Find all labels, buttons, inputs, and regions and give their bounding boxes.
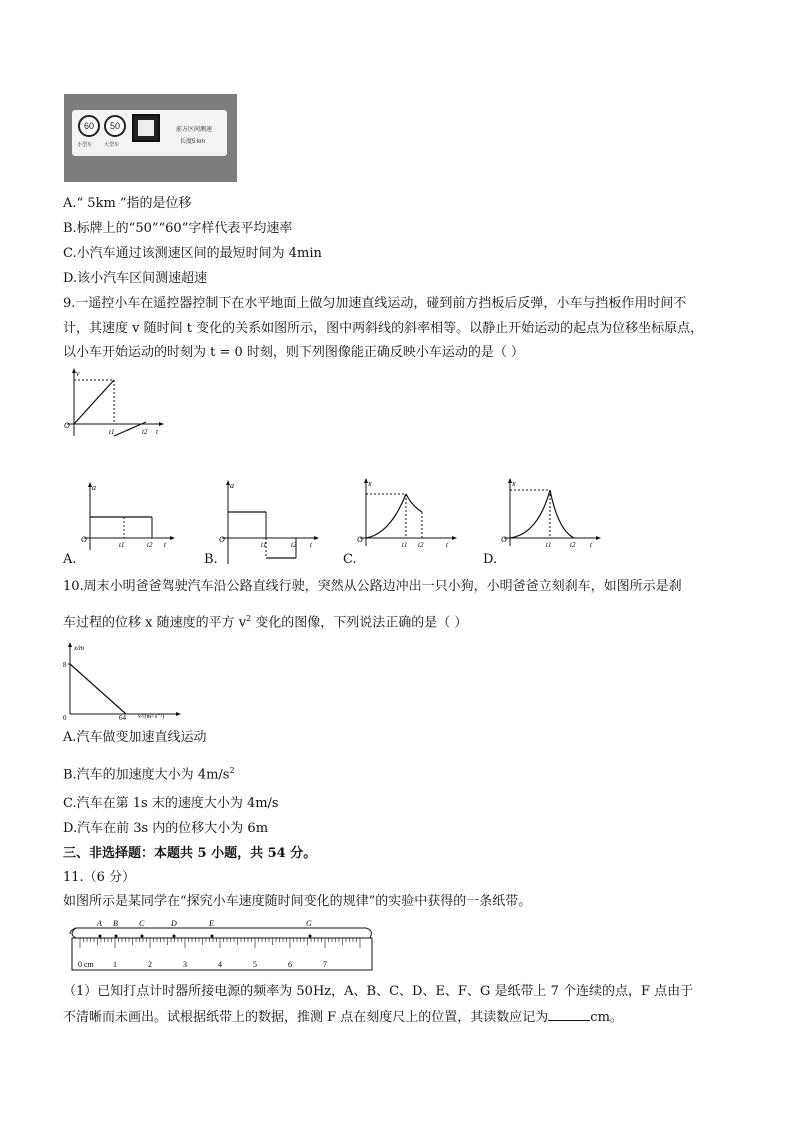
large-car-label: 大型车: [104, 142, 120, 148]
q10-y-tick: 8: [63, 661, 67, 669]
q9-d-t2: t2: [570, 541, 576, 548]
sign-text-line2: 长度5 km: [180, 139, 206, 145]
tape-point-g: G: [306, 919, 312, 928]
q10-option-b-pre: B.汽车的加速度大小为 4m/s: [63, 767, 230, 783]
q9-c-t1: t1: [402, 541, 408, 548]
q10-y-label: x/m: [74, 644, 85, 652]
q8-option-b: B.标牌上的“50”“60”字样代表平均速率: [63, 221, 293, 236]
q9-a-t2: t2: [147, 541, 153, 549]
q8-option-a: A.“ 5km ”指的是位移: [63, 196, 192, 211]
q10-stem-line2-post: 变化的图像，下列说法正确的是（ ）: [251, 615, 468, 631]
tape-point-d: D: [171, 919, 177, 928]
q9-choice-b-graph: [218, 478, 328, 568]
q11-part1-line2-post: cm。: [590, 1010, 623, 1025]
q9-main-origin: O: [64, 421, 70, 430]
q9-stem-line3: 以小车开始运动的时刻为 t = 0 时刻，则下列图像能正确反映小车运动的是（ ）: [63, 345, 525, 360]
ruler-label-6: 6: [288, 960, 292, 969]
q8-option-d: D.该小汽车区间测速超速: [63, 271, 208, 286]
speed-limit-sign: [72, 110, 227, 156]
q9-main-x-label: t: [156, 428, 158, 436]
q9-choice-d-graph: [500, 476, 610, 548]
q9-choice-a-letter: A.: [63, 552, 77, 567]
q10-stem-line1: 10.周末小明爸爸驾驶汽车沿公路直线行驶，突然从公路边冲出一只小狗，小明爸爸立刻刹车，如图所示是刹: [63, 579, 682, 594]
q8-option-c: C.小汽车通过该测速区间的最短时间为 4min: [63, 246, 322, 261]
speed-limit-small-icon: 60: [78, 115, 100, 137]
ruler-label-2: 2: [148, 960, 152, 969]
q10-stem-line2-sup: 2: [246, 614, 252, 623]
q9-d-origin: O: [501, 535, 507, 544]
q9-choice-d-letter: D.: [483, 552, 498, 567]
q11-intro: 如图所示是某同学在“探究小车速度随时间变化的规律”的实验中获得的一条纸带。: [63, 894, 532, 909]
ruler-label-3: 3: [183, 960, 187, 969]
speed-limit-large-icon: 50: [104, 115, 126, 137]
q11-part1-line2: [63, 1008, 623, 1027]
q10-option-c: C.汽车在第 1s 末的速度大小为 4m/s: [63, 796, 279, 811]
q9-b-t2: t2: [291, 541, 297, 549]
q9-choice-b-letter: B.: [204, 552, 218, 567]
q9-main-t1: t1: [109, 428, 115, 436]
small-car-label: 小型车: [77, 142, 93, 148]
q9-vt-graph: [62, 366, 172, 438]
q9-main-y-label: v: [76, 369, 80, 378]
q9-d-y-label: x: [512, 479, 516, 488]
ruler-label-5: 5: [253, 960, 257, 969]
q10-stem-line2-pre: 车过程的位移 x 随速度的平方 v: [63, 615, 247, 631]
q10-option-b: [63, 762, 235, 784]
q9-a-y-label: a: [92, 483, 96, 492]
q10-x-label: v²/(m²·s⁻²): [138, 714, 165, 720]
q10-option-d: D.汽车在前 3s 内的位移大小为 6m: [63, 821, 269, 836]
q11-part1-line1: （1）已知打点计时器所接电源的频率为 50Hz，A、B、C、D、E、F、G 是纸带上 7 个连续的点，F 点由于: [63, 984, 694, 999]
tape-point-e: E: [209, 919, 214, 928]
q11-part1-line2-pre: 不清晰而未画出。试根据纸带上的数据，推测 F 点在刻度尺上的位置，其读数应记为: [63, 1010, 549, 1025]
q9-c-origin: O: [357, 535, 363, 544]
q10-x-v2-graph: [60, 640, 190, 722]
tape-point-a: A: [97, 919, 102, 928]
q9-c-x-label: t: [446, 541, 448, 548]
q9-d-t1: t1: [546, 541, 552, 548]
q10-stem-line2: [63, 610, 467, 632]
q9-a-t1: t1: [119, 541, 125, 549]
q9-c-t2: t2: [418, 541, 424, 548]
answer-blank[interactable]: [548, 1008, 590, 1021]
q9-b-y-label: a: [230, 481, 234, 490]
q9-choice-a-graph: [80, 480, 180, 552]
q9-c-y-label: x: [368, 479, 372, 488]
q9-main-t2: t2: [142, 428, 148, 436]
q9-stem-line2: 计，其速度 v 随时间 t 变化的关系如图所示，图中两斜线的斜率相等。以静止开始运动的起点为位移坐标原点，: [63, 321, 704, 336]
q9-choice-c-graph: [356, 476, 466, 548]
tape-point-c: C: [139, 919, 145, 928]
camera-icon: [132, 114, 160, 142]
speed-sign-photo: [64, 94, 237, 182]
q10-x-tick: 64: [119, 714, 126, 722]
q9-a-x-label: t: [164, 541, 166, 549]
q10-origin: 0: [63, 714, 67, 722]
q9-d-x-label: t: [590, 541, 592, 548]
section3-heading: 三、非选择题：本题共 5 小题，共 54 分。: [63, 846, 317, 861]
q10-option-a: A.汽车做变加速直线运动: [63, 730, 207, 745]
ruler-label-7: 7: [323, 960, 327, 969]
ruler-label-4: 4: [218, 960, 222, 969]
q9-choice-c-letter: C.: [343, 552, 357, 567]
q9-stem-line1: 9.一遥控小车在遥控器控制下在水平地面上做匀加速直线运动，碰到前方挡板后反弹，小车与挡板作用时间不: [63, 296, 687, 311]
q9-b-x-label: t: [310, 541, 312, 549]
sign-text-line1: 前方区间测速: [176, 127, 213, 133]
q9-b-t1: t1: [261, 541, 267, 549]
q11-tape-ruler: [66, 916, 382, 972]
q9-a-origin: O: [81, 535, 87, 544]
ruler-label-0: 0 cm: [78, 960, 94, 969]
q10-option-b-sup: 2: [229, 766, 235, 775]
q11-number: 11.（6 分）: [63, 870, 136, 885]
tape-point-b: B: [113, 919, 118, 928]
q9-b-origin: O: [219, 535, 225, 544]
ruler-label-1: 1: [113, 960, 117, 969]
